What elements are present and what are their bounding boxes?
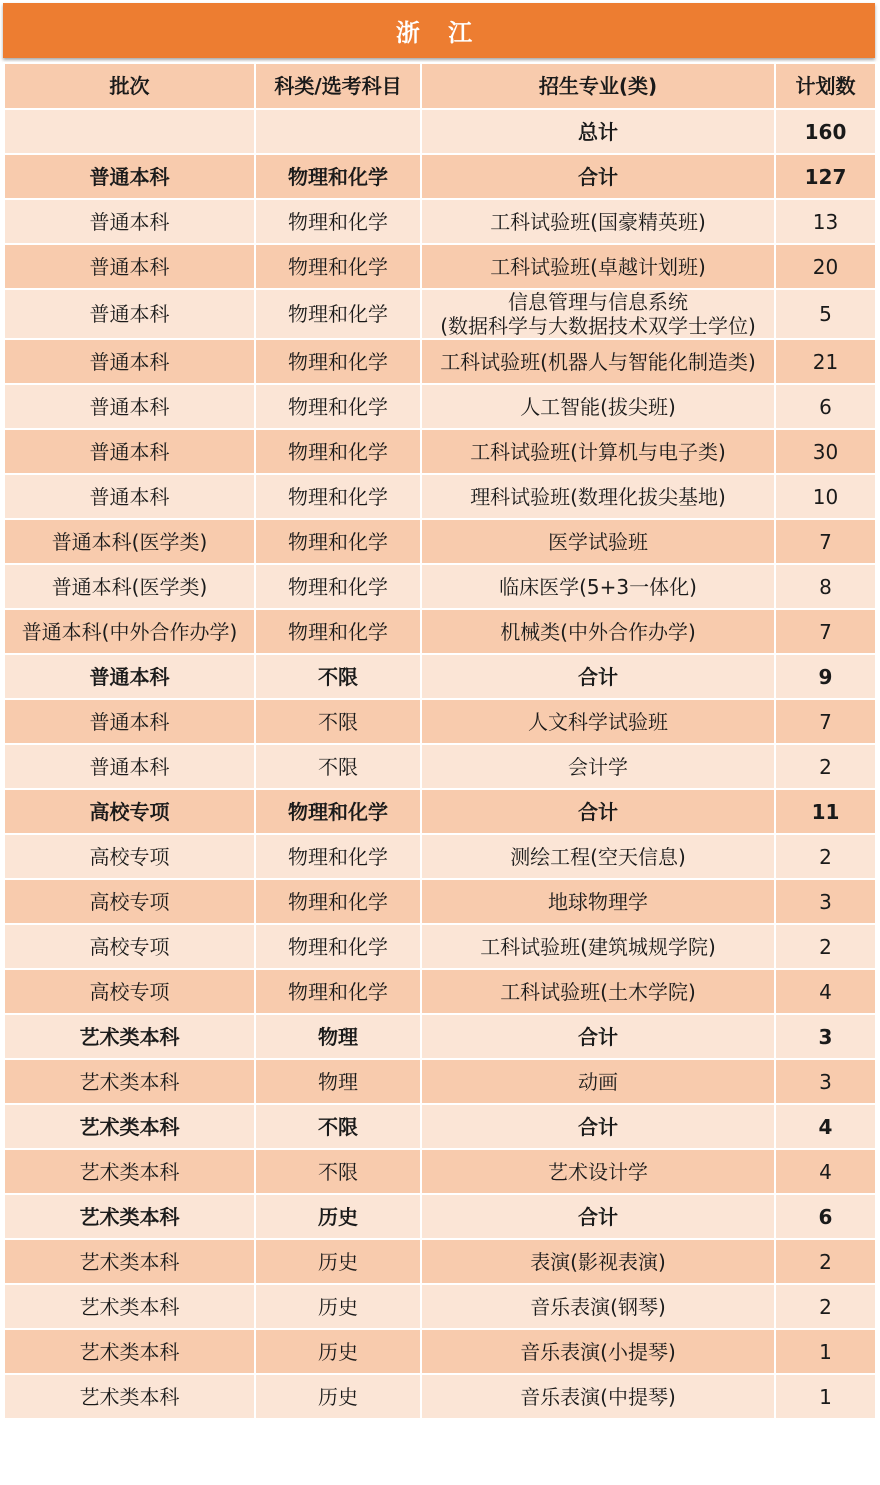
cell-count <box>775 154 876 199</box>
cell-batch-text: 普通本科(医学类) <box>51 574 208 599</box>
cell-subject <box>255 1284 421 1329</box>
cell-major <box>421 1284 775 1329</box>
cell-batch <box>4 384 255 429</box>
cell-batch <box>4 1014 255 1059</box>
cell-major-text: 总计 <box>578 119 618 144</box>
table-row <box>4 564 876 609</box>
cell-count <box>775 1014 876 1059</box>
cell-subject <box>255 154 421 199</box>
cell-count <box>775 879 876 924</box>
cell-batch-text: 普通本科(中外合作办学) <box>21 619 238 644</box>
cell-count <box>775 1329 876 1374</box>
cell-count-text: 10 <box>812 484 839 509</box>
cell-batch-text: 艺术类本科 <box>79 1339 180 1364</box>
cell-major <box>421 1329 775 1374</box>
table-row <box>4 289 876 339</box>
cell-count <box>775 564 876 609</box>
cell-count <box>775 1149 876 1194</box>
table-row <box>4 789 876 834</box>
table-row <box>4 199 876 244</box>
cell-subject <box>255 1014 421 1059</box>
cell-count <box>775 924 876 969</box>
cell-count <box>775 244 876 289</box>
cell-count-text: 8 <box>819 574 832 599</box>
cell-batch <box>4 924 255 969</box>
cell-count <box>775 199 876 244</box>
cell-batch <box>4 744 255 789</box>
cell-subject <box>255 1239 421 1284</box>
cell-count <box>775 654 876 699</box>
cell-major <box>421 1194 775 1239</box>
cell-batch-text: 艺术类本科 <box>79 1204 180 1229</box>
cell-count-text: 2 <box>819 754 832 779</box>
cell-major-text: 合计 <box>578 799 618 824</box>
cell-count <box>775 289 876 339</box>
cell-count <box>775 474 876 519</box>
cell-count-text: 4 <box>819 979 832 1004</box>
cell-subject <box>255 429 421 474</box>
cell-major-text: 工科试验班(国豪精英班) <box>490 209 706 234</box>
cell-subject-text: 物理 <box>318 1069 358 1094</box>
table-row <box>4 1329 876 1374</box>
cell-count <box>775 969 876 1014</box>
cell-subject-text: 物理和化学 <box>288 209 388 234</box>
table-row <box>4 1104 876 1149</box>
table-row <box>4 1059 876 1104</box>
cell-batch <box>4 789 255 834</box>
cell-batch <box>4 1149 255 1194</box>
header-batch: 批次 <box>4 63 255 109</box>
table-row <box>4 744 876 789</box>
cell-subject-text: 物理和化学 <box>288 349 388 374</box>
cell-batch <box>4 199 255 244</box>
cell-subject-text: 不限 <box>318 664 358 689</box>
cell-count <box>775 519 876 564</box>
cell-batch-text: 普通本科 <box>89 302 170 326</box>
cell-major <box>421 339 775 384</box>
cell-count-text: 2 <box>819 1294 832 1319</box>
cell-subject <box>255 244 421 289</box>
cell-batch-text: 普通本科(医学类) <box>51 529 208 554</box>
cell-batch-text: 普通本科 <box>89 664 170 689</box>
cell-major <box>421 654 775 699</box>
cell-count <box>775 1104 876 1149</box>
cell-subject-text: 物理和化学 <box>288 164 388 189</box>
cell-count <box>775 429 876 474</box>
cell-major <box>421 564 775 609</box>
cell-major <box>421 1239 775 1284</box>
cell-count-text: 21 <box>812 349 839 374</box>
header-subject: 科类/选考科目 <box>255 63 421 109</box>
table-row <box>4 1239 876 1284</box>
cell-major-text: 理科试验班(数理化拔尖基地) <box>470 484 726 509</box>
cell-subject <box>255 609 421 654</box>
cell-batch <box>4 564 255 609</box>
cell-batch-text: 普通本科 <box>89 484 170 509</box>
cell-major-text: 音乐表演(小提琴) <box>520 1339 676 1364</box>
cell-count-text: 9 <box>818 664 833 689</box>
table-row <box>4 969 876 1014</box>
cell-batch-text: 普通本科 <box>89 164 170 189</box>
cell-major <box>421 924 775 969</box>
cell-subject-text: 不限 <box>318 1159 358 1184</box>
table-row <box>4 654 876 699</box>
cell-count-text: 7 <box>819 709 832 734</box>
cell-subject-text: 物理和化学 <box>288 254 388 279</box>
table-row <box>4 1284 876 1329</box>
cell-subject-text: 历史 <box>318 1294 358 1319</box>
cell-major <box>421 109 775 154</box>
cell-batch-text: 普通本科 <box>89 709 170 734</box>
cell-subject-text: 物理和化学 <box>288 979 388 1004</box>
cell-major-text: 医学试验班 <box>548 529 648 554</box>
cell-batch <box>4 519 255 564</box>
cell-subject-text: 物理和化学 <box>288 574 388 599</box>
cell-major <box>421 879 775 924</box>
cell-major-text: 音乐表演(中提琴) <box>520 1384 676 1409</box>
cell-subject-text: 不限 <box>318 1114 358 1139</box>
cell-subject <box>255 1059 421 1104</box>
table-row <box>4 1194 876 1239</box>
cell-major-text: 合计 <box>578 1204 618 1229</box>
cell-subject-text: 历史 <box>318 1384 358 1409</box>
cell-subject <box>255 1329 421 1374</box>
cell-batch <box>4 1239 255 1284</box>
cell-count-text: 1 <box>819 1339 832 1364</box>
cell-batch-text: 艺术类本科 <box>79 1114 180 1139</box>
cell-count-text: 13 <box>812 209 839 234</box>
cell-count-text: 7 <box>819 529 832 554</box>
cell-count-text: 3 <box>818 1024 833 1049</box>
cell-batch <box>4 244 255 289</box>
cell-subject <box>255 789 421 834</box>
cell-subject <box>255 519 421 564</box>
cell-subject-text: 物理和化学 <box>288 484 388 509</box>
cell-count-text: 5 <box>819 302 832 326</box>
cell-subject <box>255 109 421 154</box>
cell-major <box>421 1374 775 1419</box>
cell-major-text: 合计 <box>578 164 618 189</box>
cell-count-text: 2 <box>819 1249 832 1274</box>
cell-subject <box>255 969 421 1014</box>
cell-major <box>421 244 775 289</box>
cell-subject-text: 物理和化学 <box>288 619 388 644</box>
cell-subject <box>255 384 421 429</box>
cell-batch <box>4 834 255 879</box>
cell-subject <box>255 744 421 789</box>
cell-major <box>421 789 775 834</box>
cell-batch <box>4 1329 255 1374</box>
cell-subject <box>255 1104 421 1149</box>
cell-batch <box>4 879 255 924</box>
cell-major-text: 会计学 <box>568 754 628 779</box>
cell-batch <box>4 339 255 384</box>
cell-count-text: 127 <box>804 164 847 189</box>
cell-subject <box>255 834 421 879</box>
cell-major <box>421 289 775 339</box>
cell-batch-text: 艺术类本科 <box>79 1024 180 1049</box>
cell-count <box>775 789 876 834</box>
cell-major-text: 动画 <box>578 1069 618 1094</box>
cell-batch <box>4 1059 255 1104</box>
cell-major <box>421 699 775 744</box>
cell-count <box>775 1059 876 1104</box>
cell-subject <box>255 199 421 244</box>
table-row <box>4 474 876 519</box>
cell-subject-text: 物理和化学 <box>288 529 388 554</box>
table-row <box>4 109 876 154</box>
cell-major-text: 合计 <box>578 1114 618 1139</box>
cell-count <box>775 1374 876 1419</box>
cell-major <box>421 969 775 1014</box>
cell-batch <box>4 654 255 699</box>
cell-major-text: 测绘工程(空天信息) <box>510 844 686 869</box>
cell-count <box>775 1239 876 1284</box>
cell-count-text: 11 <box>811 799 840 824</box>
cell-major <box>421 834 775 879</box>
cell-count <box>775 384 876 429</box>
cell-batch <box>4 1374 255 1419</box>
header-major: 招生专业(类) <box>421 63 775 109</box>
cell-subject-text: 历史 <box>318 1339 358 1364</box>
cell-major-text: 工科试验班(土木学院) <box>500 979 696 1004</box>
cell-count <box>775 109 876 154</box>
table-row <box>4 1149 876 1194</box>
cell-subject-text: 物理和化学 <box>288 934 388 959</box>
cell-count-text: 4 <box>819 1159 832 1184</box>
cell-subject-text: 物理和化学 <box>288 889 388 914</box>
cell-major <box>421 1059 775 1104</box>
cell-batch <box>4 609 255 654</box>
table-header-row <box>4 63 876 109</box>
cell-batch <box>4 1194 255 1239</box>
table-row <box>4 154 876 199</box>
cell-batch <box>4 1104 255 1149</box>
cell-batch-text: 高校专项 <box>89 889 170 914</box>
cell-batch-text: 艺术类本科 <box>79 1069 180 1094</box>
enrollment-plan-table <box>3 62 877 1420</box>
table-body <box>4 109 876 1419</box>
cell-batch-text: 艺术类本科 <box>79 1384 180 1409</box>
cell-subject <box>255 1194 421 1239</box>
header-count: 计划数 <box>775 63 876 109</box>
cell-subject <box>255 879 421 924</box>
cell-major-text: 工科试验班(卓越计划班) <box>490 254 706 279</box>
cell-batch-text: 普通本科 <box>89 754 170 779</box>
cell-major-text: 音乐表演(钢琴) <box>530 1294 666 1319</box>
cell-subject <box>255 564 421 609</box>
cell-major-text: 地球物理学 <box>548 889 648 914</box>
cell-batch-text: 艺术类本科 <box>79 1159 180 1184</box>
table-row <box>4 1014 876 1059</box>
cell-batch-text: 艺术类本科 <box>79 1294 180 1319</box>
cell-major-text: 合计 <box>578 1024 618 1049</box>
cell-count <box>775 1194 876 1239</box>
cell-count <box>775 1284 876 1329</box>
cell-count-text: 7 <box>819 619 832 644</box>
cell-batch-text: 普通本科 <box>89 439 170 464</box>
cell-subject-text: 物理和化学 <box>288 439 388 464</box>
cell-subject-text: 物理 <box>318 1024 358 1049</box>
cell-subject <box>255 699 421 744</box>
cell-major <box>421 1014 775 1059</box>
cell-count-text: 2 <box>819 934 832 959</box>
cell-batch <box>4 1284 255 1329</box>
cell-subject <box>255 654 421 699</box>
table-row <box>4 429 876 474</box>
cell-major <box>421 154 775 199</box>
cell-batch <box>4 429 255 474</box>
cell-major-text: 信息管理与信息系统 <box>508 290 688 314</box>
cell-subject-text: 物理和化学 <box>288 799 388 824</box>
cell-major-text: 人工智能(拔尖班) <box>520 394 676 419</box>
cell-batch-text: 艺术类本科 <box>79 1249 180 1274</box>
cell-batch <box>4 289 255 339</box>
cell-count-text: 2 <box>819 844 832 869</box>
cell-major-text: 工科试验班(计算机与电子类) <box>470 439 726 464</box>
cell-major <box>421 1104 775 1149</box>
cell-count-text: 4 <box>818 1114 833 1139</box>
cell-count-text: 3 <box>819 889 832 914</box>
province-title: 浙 江 <box>3 3 875 58</box>
cell-major <box>421 384 775 429</box>
cell-subject-text: 不限 <box>318 709 358 734</box>
cell-major-text: 表演(影视表演) <box>530 1249 666 1274</box>
cell-major-text: 工科试验班(机器人与智能化制造类) <box>440 349 756 374</box>
table-row <box>4 244 876 289</box>
cell-major-text: 合计 <box>578 664 618 689</box>
cell-count-text: 6 <box>819 394 832 419</box>
cell-major-text: 机械类(中外合作办学) <box>500 619 696 644</box>
cell-batch-text: 普通本科 <box>89 209 170 234</box>
cell-subject <box>255 1149 421 1194</box>
cell-subject-text: 历史 <box>318 1204 358 1229</box>
cell-count <box>775 339 876 384</box>
cell-count-text: 6 <box>818 1204 833 1229</box>
table-row <box>4 1374 876 1419</box>
cell-batch-text: 高校专项 <box>89 844 170 869</box>
cell-major-text: 人文科学试验班 <box>528 709 668 734</box>
cell-batch <box>4 699 255 744</box>
cell-batch <box>4 109 255 154</box>
cell-major-text: 工科试验班(建筑城规学院) <box>480 934 716 959</box>
cell-major-text: 艺术设计学 <box>548 1159 648 1184</box>
cell-batch <box>4 474 255 519</box>
cell-count <box>775 744 876 789</box>
cell-major <box>421 199 775 244</box>
cell-major <box>421 519 775 564</box>
cell-major-text: 临床医学(5+3一体化) <box>499 574 697 599</box>
cell-subject <box>255 474 421 519</box>
cell-count-text: 1 <box>819 1384 832 1409</box>
cell-count <box>775 609 876 654</box>
cell-count-text: 3 <box>819 1069 832 1094</box>
cell-subject-text: 历史 <box>318 1249 358 1274</box>
cell-subject-text: 物理和化学 <box>288 394 388 419</box>
cell-count-text: 30 <box>812 439 839 464</box>
cell-batch-text: 普通本科 <box>89 394 170 419</box>
cell-subject <box>255 924 421 969</box>
cell-count <box>775 834 876 879</box>
cell-batch-text: 高校专项 <box>89 934 170 959</box>
cell-major <box>421 429 775 474</box>
cell-major <box>421 474 775 519</box>
cell-count-text: 20 <box>812 254 839 279</box>
cell-batch-text: 高校专项 <box>89 979 170 1004</box>
cell-batch-text: 高校专项 <box>89 799 170 824</box>
table-row <box>4 609 876 654</box>
cell-batch <box>4 969 255 1014</box>
table-row <box>4 384 876 429</box>
cell-major <box>421 744 775 789</box>
table-row <box>4 519 876 564</box>
cell-batch-text: 普通本科 <box>89 349 170 374</box>
cell-major <box>421 1149 775 1194</box>
cell-subject <box>255 339 421 384</box>
cell-batch <box>4 154 255 199</box>
table-row <box>4 834 876 879</box>
cell-subject-text: 不限 <box>318 754 358 779</box>
cell-subject <box>255 289 421 339</box>
cell-major <box>421 609 775 654</box>
table-row <box>4 699 876 744</box>
table-row <box>4 924 876 969</box>
cell-count-text: 160 <box>804 119 847 144</box>
cell-batch-text: 普通本科 <box>89 254 170 279</box>
cell-major-line2-text: (数据科学与大数据技术双学士学位) <box>440 314 756 338</box>
table-row <box>4 879 876 924</box>
cell-subject <box>255 1374 421 1419</box>
cell-subject-text: 物理和化学 <box>288 302 388 326</box>
cell-subject-text: 物理和化学 <box>288 844 388 869</box>
table-row <box>4 339 876 384</box>
cell-count <box>775 699 876 744</box>
